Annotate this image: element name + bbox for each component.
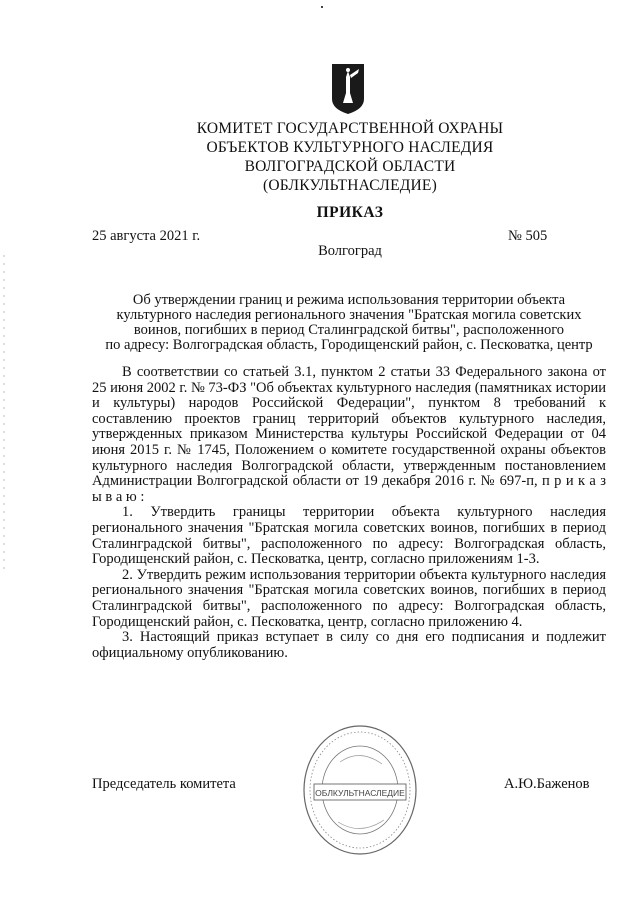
order-item-2: 2. Утвердить режим использования территории объекта культурного наследия регионального значения "Братская могила советских воинов, погибших в период Сталинградской битвы", расположенного по адресу: Волгоградская область, Городищенский район, с. Песковатка, центр, согласно приложению 4. xyxy=(92,566,606,630)
scan-margin-mark xyxy=(3,255,5,575)
order-subject xyxy=(92,293,606,353)
stamp-text: ОБЛКУЛЬТНАСЛЕДИЕ xyxy=(315,788,405,798)
order-body xyxy=(92,365,606,661)
organization-name xyxy=(150,119,550,195)
coat-of-arms-icon xyxy=(331,63,365,115)
order-city: Волгоград xyxy=(318,243,382,259)
org-line: ВОЛГОГРАДСКОЙ ОБЛАСТИ xyxy=(244,158,456,175)
subject-line: культурного наследия регионального значения "Братская могила советских xyxy=(116,307,582,323)
order-item-1: 1. Утвердить границы территории объекта культурного наследия регионального значения "Братская могила советских воинов, погибших в период Сталинградской битвы", расположенного по адресу: Волгоградская область, Городищенский район, с. Песковатка, центр, согласно приложениям 1-3. xyxy=(92,504,606,568)
order-number: № 505 xyxy=(508,228,548,244)
order-item-3: 3. Настоящий приказ вступает в силу со дня его подписания и подлежит официальному опубликованию. xyxy=(92,629,606,661)
preamble-paragraph: В соответствии со статьей 3.1, пунктом 2 статьи 33 Федерального закона от 25 июня 2002 г. № 73-ФЗ "Об объектах культурного наследия (памятниках истории и культуры) народов Российской Федерации", пунктом 8 требований к составлению проектов границ территорий объектов культурного наследия, утвержденных приказом Министерства культуры Российской Федерации от 04 июня 2015 г. № 1745, Положением о комитете государственной охраны объектов культурного наследия Волгоградской области, утвержденным постановлением Администрации Волгоградской области от 19 декабря 2016 г. № 697-п, п р и к а з ы в а ю : xyxy=(92,364,606,505)
subject-line: воинов, погибших в период Сталинградской битвы", расположенного xyxy=(133,322,565,338)
signer-position: Председатель комитета xyxy=(92,776,236,792)
org-line: ОБЪЕКТОВ КУЛЬТУРНОГО НАСЛЕДИЯ xyxy=(206,139,494,156)
signer-name: А.Ю.Баженов xyxy=(504,776,590,792)
subject-line: Об утверждении границ и режима использования территории объекта xyxy=(132,292,566,308)
org-line: КОМИТЕТ ГОСУДАРСТВЕННОЙ ОХРАНЫ xyxy=(196,120,504,137)
order-date: 25 августа 2021 г. xyxy=(92,228,201,244)
subject-line: по адресу: Волгоградская область, Городищенский район, с. Песковатка, центр xyxy=(105,337,593,353)
org-line: (ОБЛКУЛЬТНАСЛЕДИЕ) xyxy=(263,177,437,194)
scan-dot xyxy=(321,6,323,8)
official-stamp xyxy=(300,718,420,858)
document-title: ПРИКАЗ xyxy=(316,204,384,221)
